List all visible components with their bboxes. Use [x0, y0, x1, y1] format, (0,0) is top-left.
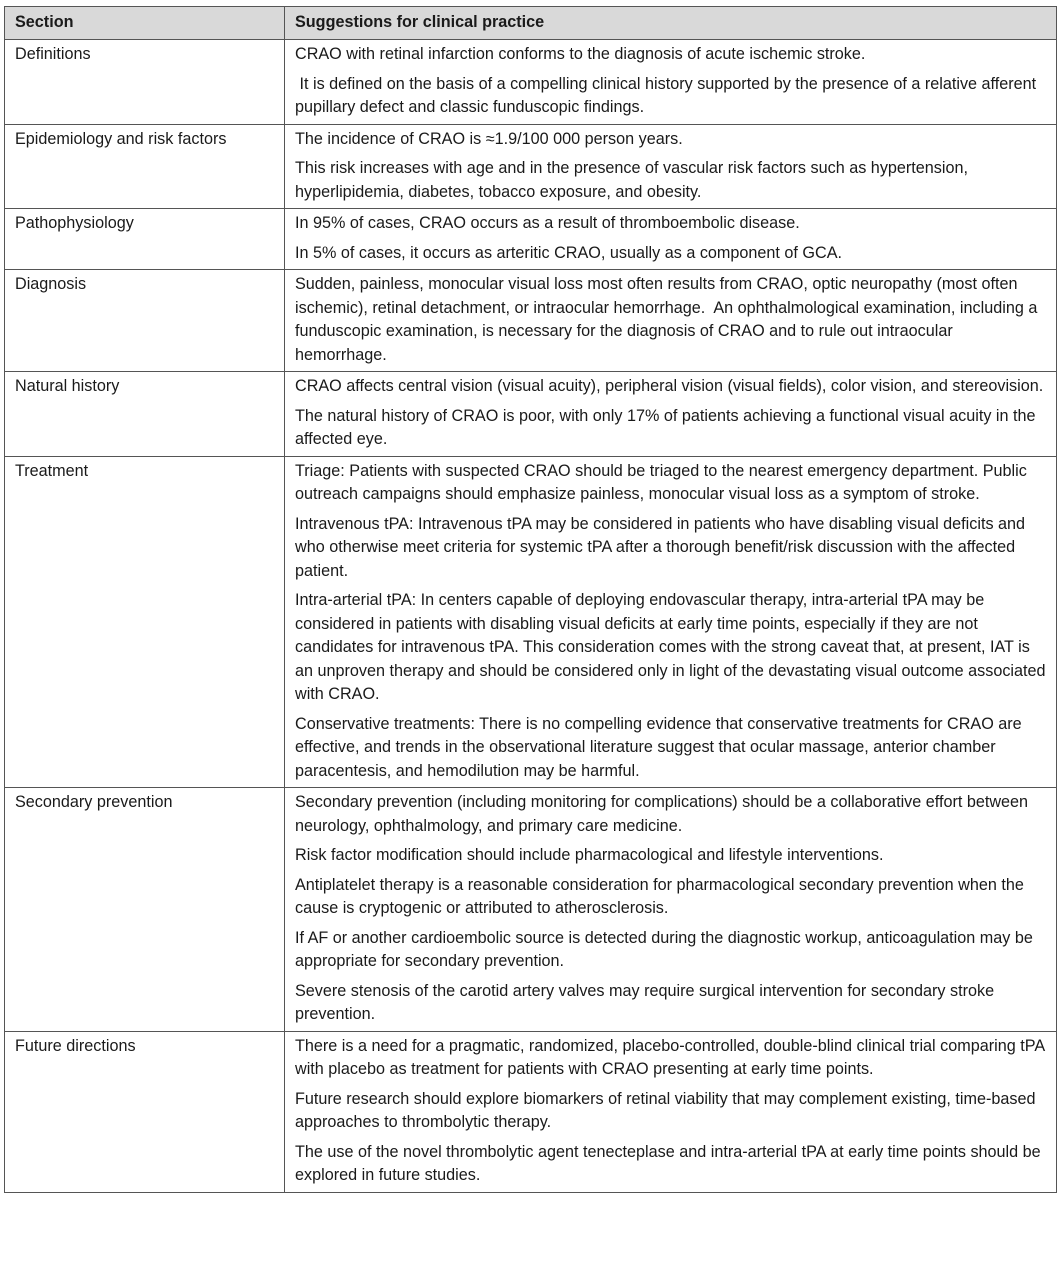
table-header: [5, 7, 1057, 40]
suggestion-text: In 5% of cases, it occurs as arteritic CRAO, usually as a component of GCA.: [295, 243, 842, 262]
suggestion-text: The incidence of CRAO is ≈1.9/100 000 person years.: [295, 129, 683, 148]
table-row: [5, 456, 1057, 788]
suggestion-text: Secondary prevention (including monitoring for complications) should be a collaborative effort between neurology, ophthalmology, and primary care medicine.: [295, 793, 1029, 835]
suggestions-cell: [285, 40, 1057, 125]
suggestion-text: Intra-arterial tPA: In centers capable of deploying endovascular therapy, intra-arterial tPA may be considered in patients with disabling visual deficits at early time points, especially if they are not candidates for intravenous tPA. This consideration comes with the strong caveat that, at present, IAT is an unproven therapy and should be considered only in light of the devastating visual outcome associated with CRAO.: [295, 591, 1046, 703]
suggestion-text: In 95% of cases, CRAO occurs as a result of thromboembolic disease.: [295, 214, 800, 232]
section-cell: Diagnosis: [5, 270, 285, 372]
suggestion-text: The natural history of CRAO is poor, with only 17% of patients achieving a functional visual acuity in the affected eye.: [295, 406, 1036, 448]
suggestions-cell: [285, 788, 1057, 1032]
suggestion-text: CRAO affects central vision (visual acuity), peripheral vision (visual fields), color vision, and stereovision.: [295, 377, 1044, 395]
suggestions-cell: [285, 270, 1057, 372]
section-cell: Natural history: [5, 372, 285, 457]
section-cell: Definitions: [5, 40, 285, 125]
table-row: [5, 1031, 1057, 1192]
table-row: [5, 124, 1057, 209]
suggestion-text: It is defined on the basis of a compelling clinical history supported by the presence of a relative afferent pupillary defect and classic funduscopic findings.: [295, 74, 1041, 116]
section-cell: Epidemiology and risk factors: [5, 124, 285, 209]
suggestion-text: This risk increases with age and in the presence of vascular risk factors such as hypertension, hyperlipidemia, diabetes, tobacco exposure, and obesity.: [295, 159, 968, 201]
section-cell: Future directions: [5, 1031, 285, 1192]
suggestion-text: Triage: Patients with suspected CRAO should be triaged to the nearest emergency department. Public outreach campaigns should emphasize painless, monocular visual loss as a symptom of stroke.: [295, 461, 1027, 503]
suggestion-text: If AF or another cardioembolic source is detected during the diagnostic workup, anticoagulation may be appropriate for secondary prevention.: [295, 928, 1033, 970]
suggestion-text: Sudden, painless, monocular visual loss most often results from CRAO, optic neuropathy (most often ischemic), retinal detachment, or intraocular hemorrhage. An ophthalmological examination, including a funduscopic examination, is necessary for the diagnosis of CRAO and to rule out intraocular hemorrhage.: [295, 275, 1042, 364]
suggestions-cell: [285, 209, 1057, 270]
suggestions-cell: [285, 124, 1057, 209]
table-row: [5, 40, 1057, 125]
suggestion-text: Antiplatelet therapy is a reasonable consideration for pharmacological secondary prevention when the cause is cryptogenic or attributed to atherosclerosis.: [295, 875, 1024, 917]
suggestions-cell: [285, 456, 1057, 788]
table-row: [5, 788, 1057, 1032]
column-header-section: Section: [5, 7, 285, 40]
suggestions-cell: [285, 372, 1057, 457]
table-row: [5, 270, 1057, 372]
table-body: [5, 40, 1057, 1193]
section-cell: Pathophysiology: [5, 209, 285, 270]
suggestion-text: Risk factor modification should include pharmacological and lifestyle interventions.: [295, 846, 884, 864]
table-row: [5, 372, 1057, 457]
suggestion-text: Conservative treatments: There is no compelling evidence that conservative treatments for CRAO are effective, and trends in the observational literature suggest that ocular massage, anterior chamber paracentesis, and hemodilution may be harmful.: [295, 714, 1022, 780]
column-header-suggestions: Suggestions for clinical practice: [285, 7, 1057, 40]
suggestions-cell: [285, 1031, 1057, 1192]
suggestion-text: Intravenous tPA: Intravenous tPA may be considered in patients who have disabling visual deficits and who otherwise meet criteria for systemic tPA after a thorough benefit/risk discussion with the affected patient.: [295, 514, 1026, 580]
section-cell: Treatment: [5, 456, 285, 788]
header-row: [5, 7, 1057, 40]
clinical-practice-table: [4, 6, 1057, 1193]
suggestion-text: The use of the novel thrombolytic agent tenecteplase and intra-arterial tPA at early time points should be explored in future studies.: [295, 1142, 1041, 1184]
suggestion-text: There is a need for a pragmatic, randomized, placebo-controlled, double-blind clinical trial comparing tPA with placebo as treatment for patients with CRAO presenting at early time points.: [295, 1036, 1045, 1078]
section-cell: Secondary prevention: [5, 788, 285, 1032]
suggestion-text: Severe stenosis of the carotid artery valves may require surgical intervention for secondary stroke prevention.: [295, 981, 995, 1023]
table-row: [5, 209, 1057, 270]
suggestion-text: Future research should explore biomarkers of retinal viability that may complement existing, time-based approaches to thrombolytic therapy.: [295, 1089, 1036, 1131]
suggestion-text: CRAO with retinal infarction conforms to the diagnosis of acute ischemic stroke.: [295, 45, 866, 63]
